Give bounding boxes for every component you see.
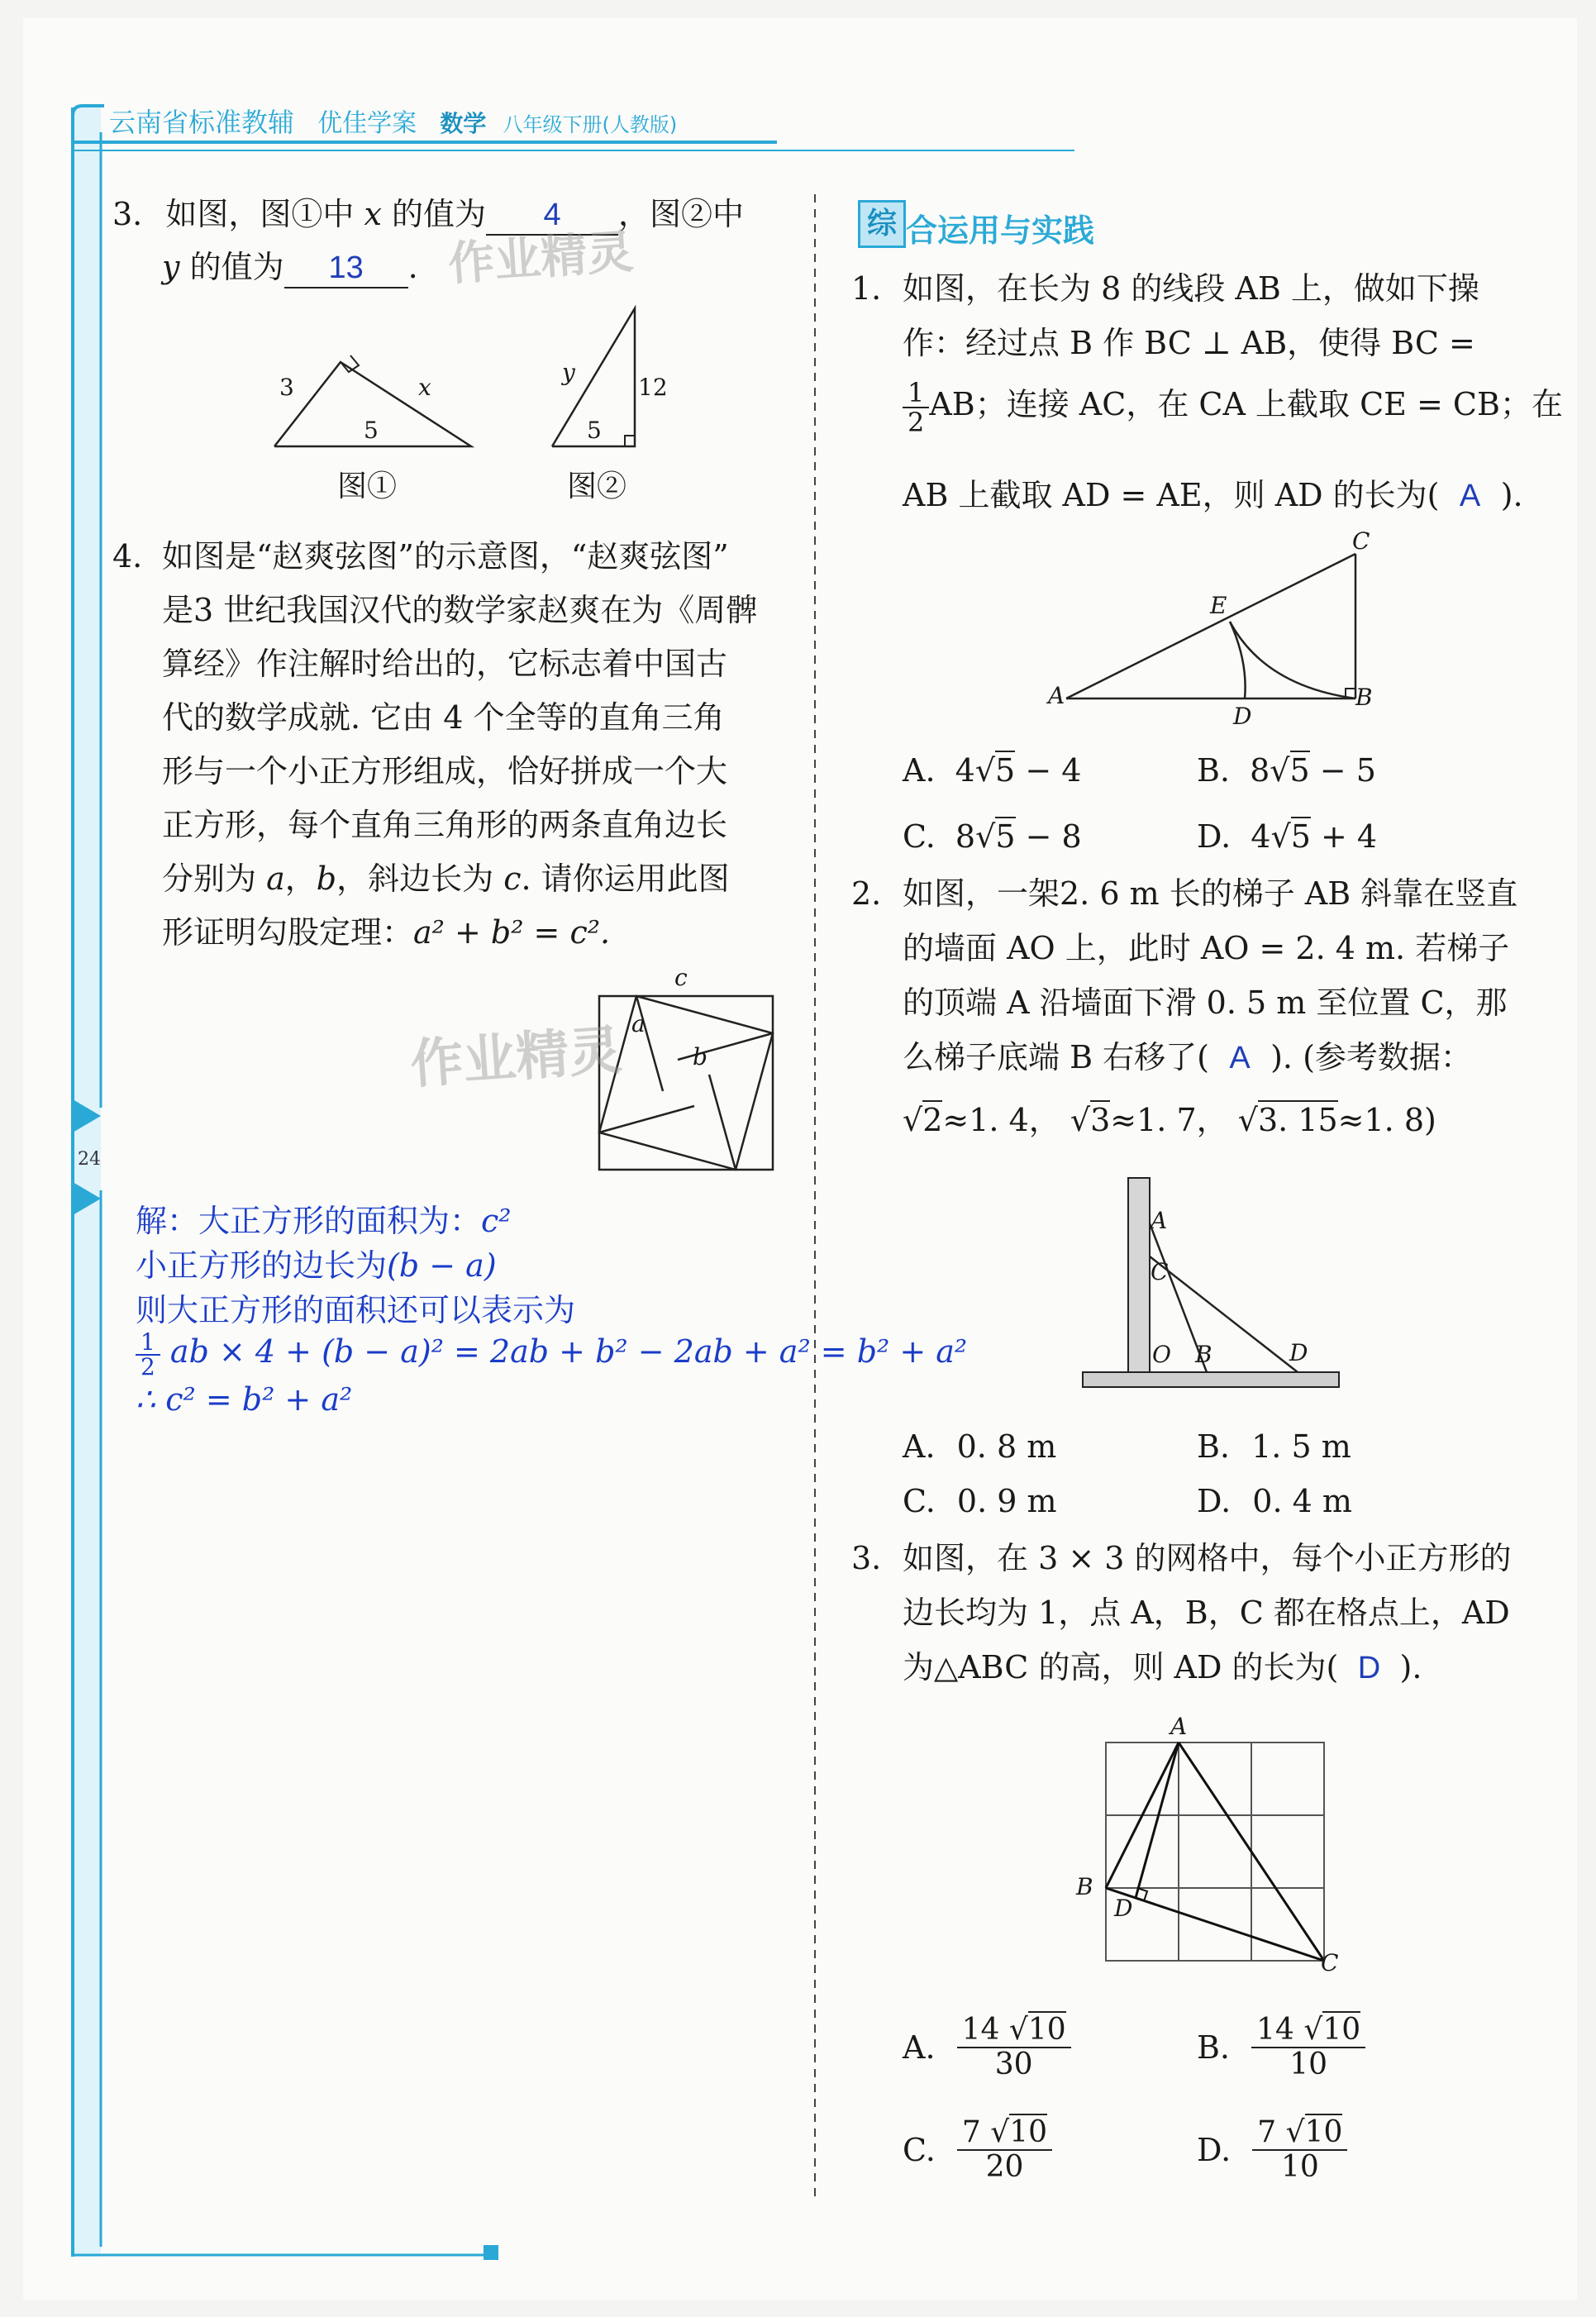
footer-marker — [484, 2245, 498, 2260]
q4-var-a: a — [266, 861, 285, 897]
q3-text-pre: 如图，图①中 — [165, 196, 355, 232]
r-q2-number: 2. — [851, 875, 882, 912]
q4-formula: a² + b² = c². — [413, 914, 611, 951]
left-q3-line1 — [112, 187, 744, 241]
r-q1-opt-d-rad: 5 — [1290, 818, 1311, 855]
q4-line-5: 形与一个小正方形组成，恰好拼成一个大 — [162, 753, 728, 789]
r-q3-opt-a-coef: 14 — [961, 2013, 1000, 2047]
watermark-1: 作业精灵 — [446, 225, 636, 292]
r-q3-line-1: 如图，在 3 × 3 的网格中，每个小正方形的 — [903, 1540, 1512, 1576]
q4-line-6: 正方形，每个直角三角形的两条直角边长 — [162, 807, 728, 843]
r-q2-opt-b-letter: B. — [1197, 1428, 1231, 1465]
watermark-2: 作业精灵 — [408, 1020, 624, 1096]
r-q3-answer: D — [1357, 1651, 1381, 1685]
r-q3-opt-d-coef: 7 — [1257, 2115, 1277, 2149]
solution-l4-expr: ab × 4 + (b − a)² = 2ab + b² − 2ab + a² = b² + a² — [169, 1333, 968, 1370]
r-q3-line-3 — [903, 1640, 1422, 1695]
r-q2-option-b[interactable] — [1197, 1428, 1351, 1465]
r-q1-option-c[interactable] — [903, 818, 1082, 855]
radical-icon: √ — [990, 2115, 1010, 2149]
header-series: 云南省标准教辅 — [109, 107, 295, 138]
q4-line-2: 是3 世纪我国汉代的数学家赵爽在为《周髀 — [162, 592, 758, 628]
q3-var-x: x — [364, 196, 382, 232]
q3-fig1-label-c: x — [418, 374, 431, 401]
r-q2-option-a[interactable] — [903, 1428, 1056, 1465]
r-q1-label-A: A — [1048, 682, 1065, 709]
r-q3-opt-a-frac — [957, 2014, 1071, 2081]
r-q1-opt-b-rad: 5 — [1289, 752, 1310, 789]
r-q3-option-d[interactable] — [1197, 2116, 1347, 2184]
q4-l7-pre: 分别为 — [162, 861, 257, 897]
r-q1-opt-d-tail: + 4 — [1320, 818, 1378, 855]
q4-number: 4. — [112, 538, 143, 574]
r-q1-l4-pre: AB 上截取 AD = AE，则 AD 的长为( — [903, 477, 1440, 513]
radical-icon: √ — [1285, 2115, 1305, 2149]
r-q1-line-2: 作：经过点 B 作 BC ⊥ AB，使得 BC = — [903, 325, 1475, 361]
header — [109, 106, 677, 141]
r-q1-frac-den: 2 — [908, 406, 925, 438]
r-q1-frac-num: 1 — [903, 379, 929, 408]
solution-line-3: 则大正方形的面积还可以表示为 — [136, 1292, 576, 1328]
r-q3-opt-c-num — [957, 2116, 1052, 2151]
q4-line-8 — [162, 905, 610, 960]
r-q3-opt-d-frac — [1252, 2116, 1347, 2184]
section-badge-char: 综 — [866, 207, 897, 241]
r-q2-answer: A — [1229, 1041, 1251, 1075]
radical-icon: √ — [1070, 1102, 1091, 1138]
r-q1-answer: A — [1459, 479, 1481, 513]
r-q1-opt-d-letter: D. — [1197, 818, 1232, 855]
r-q1-figure — [1050, 537, 1380, 711]
r-q3-opt-c-rad: 10 — [1009, 2115, 1048, 2149]
r-q3-opt-b-den: 10 — [1289, 2048, 1328, 2081]
r-q3-opt-a-den: 30 — [994, 2048, 1033, 2081]
solution-line-1 — [136, 1199, 512, 1243]
solution-line-5: ∴ c² = b² + a² — [136, 1381, 353, 1418]
zhao-label-a: a — [631, 1010, 646, 1037]
r-q3-label-B: B — [1076, 1873, 1093, 1900]
radical-icon: √ — [1270, 818, 1291, 855]
radical-icon: √ — [1237, 1102, 1258, 1138]
r-q2-label-D: D — [1289, 1339, 1308, 1366]
radical-icon: √ — [1303, 2013, 1323, 2047]
radical-icon: √ — [975, 818, 996, 855]
q3-var-y: y — [162, 249, 180, 285]
r-q2-rad-1: 2 — [922, 1102, 943, 1138]
r-q3-option-b[interactable] — [1197, 2014, 1365, 2081]
page-number: 24 — [78, 1149, 101, 1170]
r-q1-opt-b-letter: B. — [1197, 752, 1231, 789]
q3-fig2-label-5: 5 — [587, 417, 602, 444]
q4-l8-text: 形证明勾股定理： — [162, 914, 414, 951]
solution-line-4 — [136, 1329, 967, 1379]
r-q2-label-C: C — [1151, 1258, 1169, 1285]
r-q2-line-4 — [903, 1030, 1472, 1085]
q4-line-1: 如图是“赵爽弦图”的示意图，“赵爽弦图” — [162, 538, 729, 574]
r-q1-number: 1. — [851, 270, 882, 307]
radical-icon: √ — [1008, 2013, 1028, 2047]
r-q1-opt-c-coef: 8 — [955, 818, 976, 855]
r-q2-rad-3-val: ≈1. 8) — [1337, 1102, 1436, 1138]
q4-line-7 — [162, 851, 730, 906]
q3-text-mid2: 的值为 — [189, 249, 284, 285]
section-title: 合运用与实践 — [906, 212, 1095, 249]
r-q2-rad-2: 3 — [1090, 1102, 1111, 1138]
r-q1-opt-c-tail: − 8 — [1025, 818, 1082, 855]
r-q3-opt-d-num — [1252, 2116, 1347, 2151]
r-q3-opt-a-letter: A. — [903, 2029, 936, 2066]
radical-icon: √ — [903, 1102, 923, 1138]
r-q2-option-c[interactable] — [903, 1483, 1057, 1519]
r-q3-opt-b-coef: 14 — [1256, 2013, 1294, 2047]
solution-l1-expr: c² — [481, 1203, 512, 1239]
r-q1-label-C: C — [1352, 527, 1370, 555]
r-q2-opt-b-text: 1. 5 m — [1251, 1428, 1351, 1465]
r-q3-l3-post: ). — [1399, 1649, 1422, 1685]
zhao-label-b: b — [693, 1043, 707, 1070]
r-q1-opt-b-tail: − 5 — [1319, 752, 1376, 789]
r-q2-rad-1-val: ≈1. 4， — [942, 1102, 1060, 1138]
solution-frac-den: 2 — [141, 1352, 155, 1380]
q4-line-4: 代的数学成就. 它由 4 个全等的直角三角 — [162, 699, 725, 736]
r-q3-opt-b-letter: B. — [1197, 2029, 1231, 2066]
r-q2-line-3: 的顶端 A 沿墙面下滑 0. 5 m 至位置 C，那 — [903, 984, 1508, 1021]
r-q3-opt-d-letter: D. — [1197, 2132, 1232, 2168]
r-q3-option-c[interactable] — [903, 2116, 1052, 2184]
radical-icon: √ — [1270, 752, 1290, 789]
r-q1-opt-a-letter: A. — [903, 752, 936, 789]
radical-icon: √ — [974, 752, 996, 789]
q3-fig2-caption: 图② — [567, 470, 627, 503]
solution-l2-text: 小正方形的边长为 — [136, 1247, 388, 1284]
r-q2-label-A: A — [1151, 1207, 1168, 1234]
r-q1-line-1: 如图，在长为 8 的线段 AB 上，做如下操 — [903, 270, 1479, 307]
r-q3-opt-a-rad: 10 — [1027, 2013, 1066, 2047]
r-q1-l3-text: AB；连接 AC，在 CA 上截取 CE = CB；在 — [929, 386, 1563, 422]
r-q3-opt-b-rad: 10 — [1322, 2013, 1361, 2047]
q4-line-3: 算经》作注解时给出的，它标志着中国古 — [162, 646, 728, 682]
zhao-label-c: c — [674, 964, 688, 991]
solution-l2-expr: (b − a) — [387, 1247, 497, 1284]
q3-fig1-caption: 图① — [337, 470, 398, 503]
r-q1-label-D: D — [1233, 703, 1252, 730]
q3-text-end: . — [407, 249, 418, 285]
r-q1-option-b[interactable] — [1197, 752, 1376, 789]
q4-sep: ， — [284, 861, 317, 897]
q3-answer-1: 4 — [543, 198, 561, 232]
r-q2-line-5 — [903, 1093, 1436, 1147]
r-q2-opt-d-text: 0. 4 m — [1252, 1483, 1352, 1519]
solution-frac-num: 1 — [136, 1331, 160, 1356]
r-q1-opt-a-rad: 5 — [995, 752, 1016, 789]
q4-var-c: c — [503, 861, 522, 897]
r-q3-l3-pre: 为△ABC 的高，则 AD 的长为( — [903, 1649, 1339, 1685]
q3-text-post: ，图②中 — [618, 196, 745, 232]
header-book: 优佳学案 — [317, 109, 417, 138]
r-q1-line-4 — [903, 468, 1523, 523]
q4-l7-end: . 请你运用此图 — [521, 861, 730, 897]
r-q1-opt-b-coef: 8 — [1250, 752, 1270, 789]
r-q3-number: 3. — [851, 1540, 882, 1576]
r-q2-opt-c-letter: C. — [903, 1483, 936, 1519]
q4-var-b: b — [316, 861, 337, 897]
solution-line-2 — [136, 1243, 497, 1288]
r-q1-opt-d-coef: 4 — [1251, 818, 1271, 855]
q3-fig2-label-12: 12 — [638, 374, 668, 401]
r-q2-opt-a-text: 0. 8 m — [956, 1428, 1057, 1465]
r-q3-opt-c-den: 20 — [985, 2150, 1024, 2184]
q3-fig2-label-y: y — [562, 359, 575, 386]
q3-blank-2 — [284, 247, 408, 288]
r-q3-figure — [1099, 1736, 1331, 1967]
q4-l7-post: ，斜边长为 — [336, 861, 494, 897]
r-q2-line-2: 的墙面 AO 上，此时 AO = 2. 4 m. 若梯子 — [903, 930, 1510, 966]
left-q3-line2 — [162, 240, 418, 294]
r-q2-rad-3: 3. 15 — [1257, 1102, 1338, 1138]
r-q3-opt-d-den: 10 — [1280, 2150, 1319, 2184]
r-q2-rad-2-val: ≈1. 7， — [1110, 1102, 1228, 1138]
r-q2-option-d[interactable] — [1197, 1483, 1352, 1519]
r-q3-opt-a-num — [957, 2014, 1071, 2048]
r-q1-label-B: B — [1355, 684, 1373, 711]
r-q1-opt-c-letter: C. — [903, 818, 936, 855]
r-q2-opt-c-text: 0. 9 m — [956, 1483, 1057, 1519]
r-q3-label-A: A — [1170, 1713, 1188, 1740]
r-q2-l4-pre: 么梯子底端 B 右移了( — [903, 1039, 1209, 1075]
q3-fig1-label-b: 5 — [364, 417, 379, 444]
r-q1-opt-a-tail: − 4 — [1025, 752, 1082, 789]
r-q3-line-2: 边长均为 1，点 A，B，C 都在格点上，AD — [903, 1595, 1510, 1631]
r-q3-option-a[interactable] — [903, 2014, 1071, 2081]
r-q3-opt-d-rad: 10 — [1304, 2115, 1343, 2149]
r-q2-l4-post: ). (参考数据： — [1270, 1039, 1472, 1075]
header-subject: 数学 — [440, 110, 487, 137]
r-q1-l4-post: ). — [1500, 477, 1523, 513]
r-q2-label-O: O — [1152, 1341, 1171, 1368]
r-q1-opt-c-rad: 5 — [995, 818, 1016, 855]
r-q1-frac — [903, 376, 929, 438]
r-q3-opt-c-frac — [957, 2116, 1052, 2184]
r-q1-label-E: E — [1210, 592, 1227, 619]
r-q3-label-D: D — [1114, 1895, 1133, 1922]
header-grade: 八年级下册(人教版) — [503, 113, 678, 136]
r-q2-label-B: B — [1195, 1341, 1212, 1368]
r-q2-line-1: 如图，一架2. 6 m 长的梯子 AB 斜靠在竖直 — [903, 875, 1518, 912]
r-q3-opt-c-coef: 7 — [961, 2115, 981, 2149]
q3-fig1-label-a: 3 — [279, 374, 294, 401]
q3-answer-2: 13 — [328, 250, 364, 285]
section-badge — [858, 200, 906, 248]
r-q2-opt-a-letter: A. — [903, 1428, 936, 1465]
r-q3-opt-c-letter: C. — [903, 2132, 936, 2168]
solution-frac — [136, 1328, 160, 1380]
q3-text-mid: 的值为 — [392, 196, 487, 232]
r-q3-opt-b-num — [1251, 2014, 1365, 2048]
r-q2-opt-d-letter: D. — [1197, 1483, 1232, 1519]
r-q1-option-d[interactable] — [1197, 818, 1377, 855]
r-q1-opt-a-coef: 4 — [955, 752, 975, 789]
q3-number: 3. — [112, 196, 143, 232]
r-q1-line-3 — [903, 377, 1563, 436]
margin-band — [73, 107, 101, 2257]
solution-l1-text: 解：大正方形的面积为： — [136, 1203, 482, 1239]
r-q3-label-C: C — [1321, 1949, 1339, 1976]
r-q3-opt-b-frac — [1251, 2014, 1365, 2081]
r-q1-option-a[interactable] — [903, 752, 1081, 789]
